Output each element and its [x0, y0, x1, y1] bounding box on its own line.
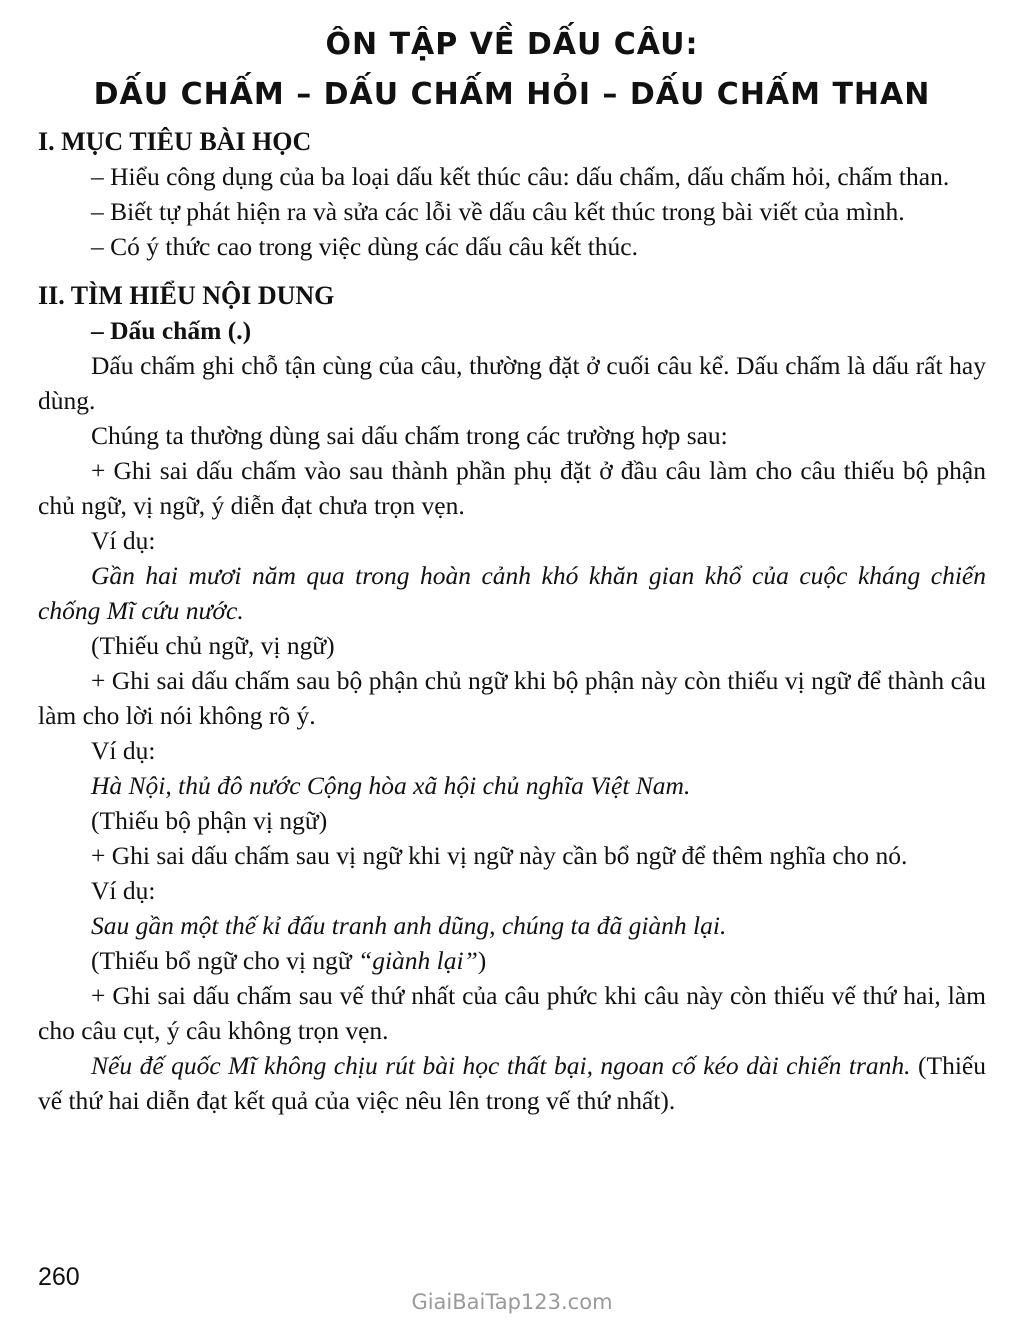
- case-3-example: Sau gần một thế kỉ đấu tranh anh dũng, chúng ta đã giành lại.: [91, 911, 727, 940]
- case-3-note: [38, 943, 986, 978]
- case-3-note-suffix: ): [477, 946, 487, 975]
- section-2-heading: II. TÌM HIỂU NỘI DUNG: [38, 281, 335, 310]
- case-3-note-quote: “giành lại”: [358, 946, 478, 975]
- case-1-example-label: Ví dụ:: [91, 526, 156, 555]
- objective-item: – Hiểu công dụng của ba loại dấu kết thúc câu: dấu chấm, dấu chấm hỏi, chấm than.: [91, 162, 950, 191]
- case-3-rule: + Ghi sai dấu chấm sau vị ngữ khi vị ngữ này cần bổ ngữ để thêm nghĩa cho nó.: [91, 841, 908, 870]
- case-4-note: (Thiếu vế thứ hai diễn đạt kết quả của việc nêu lên trong vế thứ nhất).: [38, 1051, 986, 1115]
- case-3-note-prefix: (Thiếu bổ ngữ cho vị ngữ: [91, 946, 359, 975]
- case-3-example-label: Ví dụ:: [91, 876, 156, 905]
- case-2-example-label: Ví dụ:: [91, 736, 156, 765]
- case-1-example: Gần hai mươi năm qua trong hoàn cảnh khó khăn gian khổ của cuộc kháng chiến chống Mĩ cứu nước.: [38, 561, 986, 625]
- case-4-rule: + Ghi sai dấu chấm sau vế thứ nhất của câu phức khi câu này còn thiếu vế thứ hai, làm cho câu cụt, ý câu không trọn vẹn.: [38, 981, 986, 1045]
- case-2-note: (Thiếu bộ phận vị ngữ): [91, 806, 328, 835]
- subheading-period: – Dấu chấm (.): [91, 316, 252, 345]
- lesson-title-line-2: DẤU CHẤM – DẤU CHẤM HỎI – DẤU CHẤM THAN: [93, 77, 931, 112]
- case-4-example: Nếu đế quốc Mĩ không chịu rút bài học thất bại, ngoan cố kéo dài chiến tranh.: [91, 1051, 911, 1080]
- case-2-example: Hà Nội, thủ đô nước Cộng hòa xã hội chủ nghĩa Việt Nam.: [91, 771, 691, 800]
- case-2-rule: + Ghi sai dấu chấm sau bộ phận chủ ngữ khi bộ phận này còn thiếu vị ngữ để thành câu làm cho lời nói không rõ ý.: [38, 666, 986, 730]
- case-1-rule: + Ghi sai dấu chấm vào sau thành phần phụ đặt ở đầu câu làm cho câu thiếu bộ phận chủ ngữ, vị ngữ, ý diễn đạt chưa trọn vẹn.: [38, 456, 986, 520]
- cases-intro: Chúng ta thường dùng sai dấu chấm trong các trường hợp sau:: [91, 421, 728, 450]
- page-number: 260: [38, 1263, 80, 1291]
- section-1-heading: I. MỤC TIÊU BÀI HỌC: [38, 127, 312, 156]
- textbook-page: [38, 0, 986, 1118]
- lesson-title-line-1: ÔN TẬP VỀ DẤU CÂU:: [325, 27, 699, 62]
- watermark: GiaiBaiTap123.com: [411, 1290, 613, 1314]
- objective-item: – Biết tự phát hiện ra và sửa các lỗi về dấu câu kết thúc trong bài viết của mình.: [91, 197, 905, 226]
- period-intro: Dấu chấm ghi chỗ tận cùng của câu, thường đặt ở cuối câu kể. Dấu chấm là dấu rất hay dùng.: [38, 351, 986, 415]
- lesson-title: [38, 20, 986, 120]
- objective-item: – Có ý thức cao trong việc dùng các dấu câu kết thúc.: [91, 232, 639, 261]
- case-4-example-paragraph: [38, 1048, 986, 1118]
- case-1-note: (Thiếu chủ ngữ, vị ngữ): [91, 631, 335, 660]
